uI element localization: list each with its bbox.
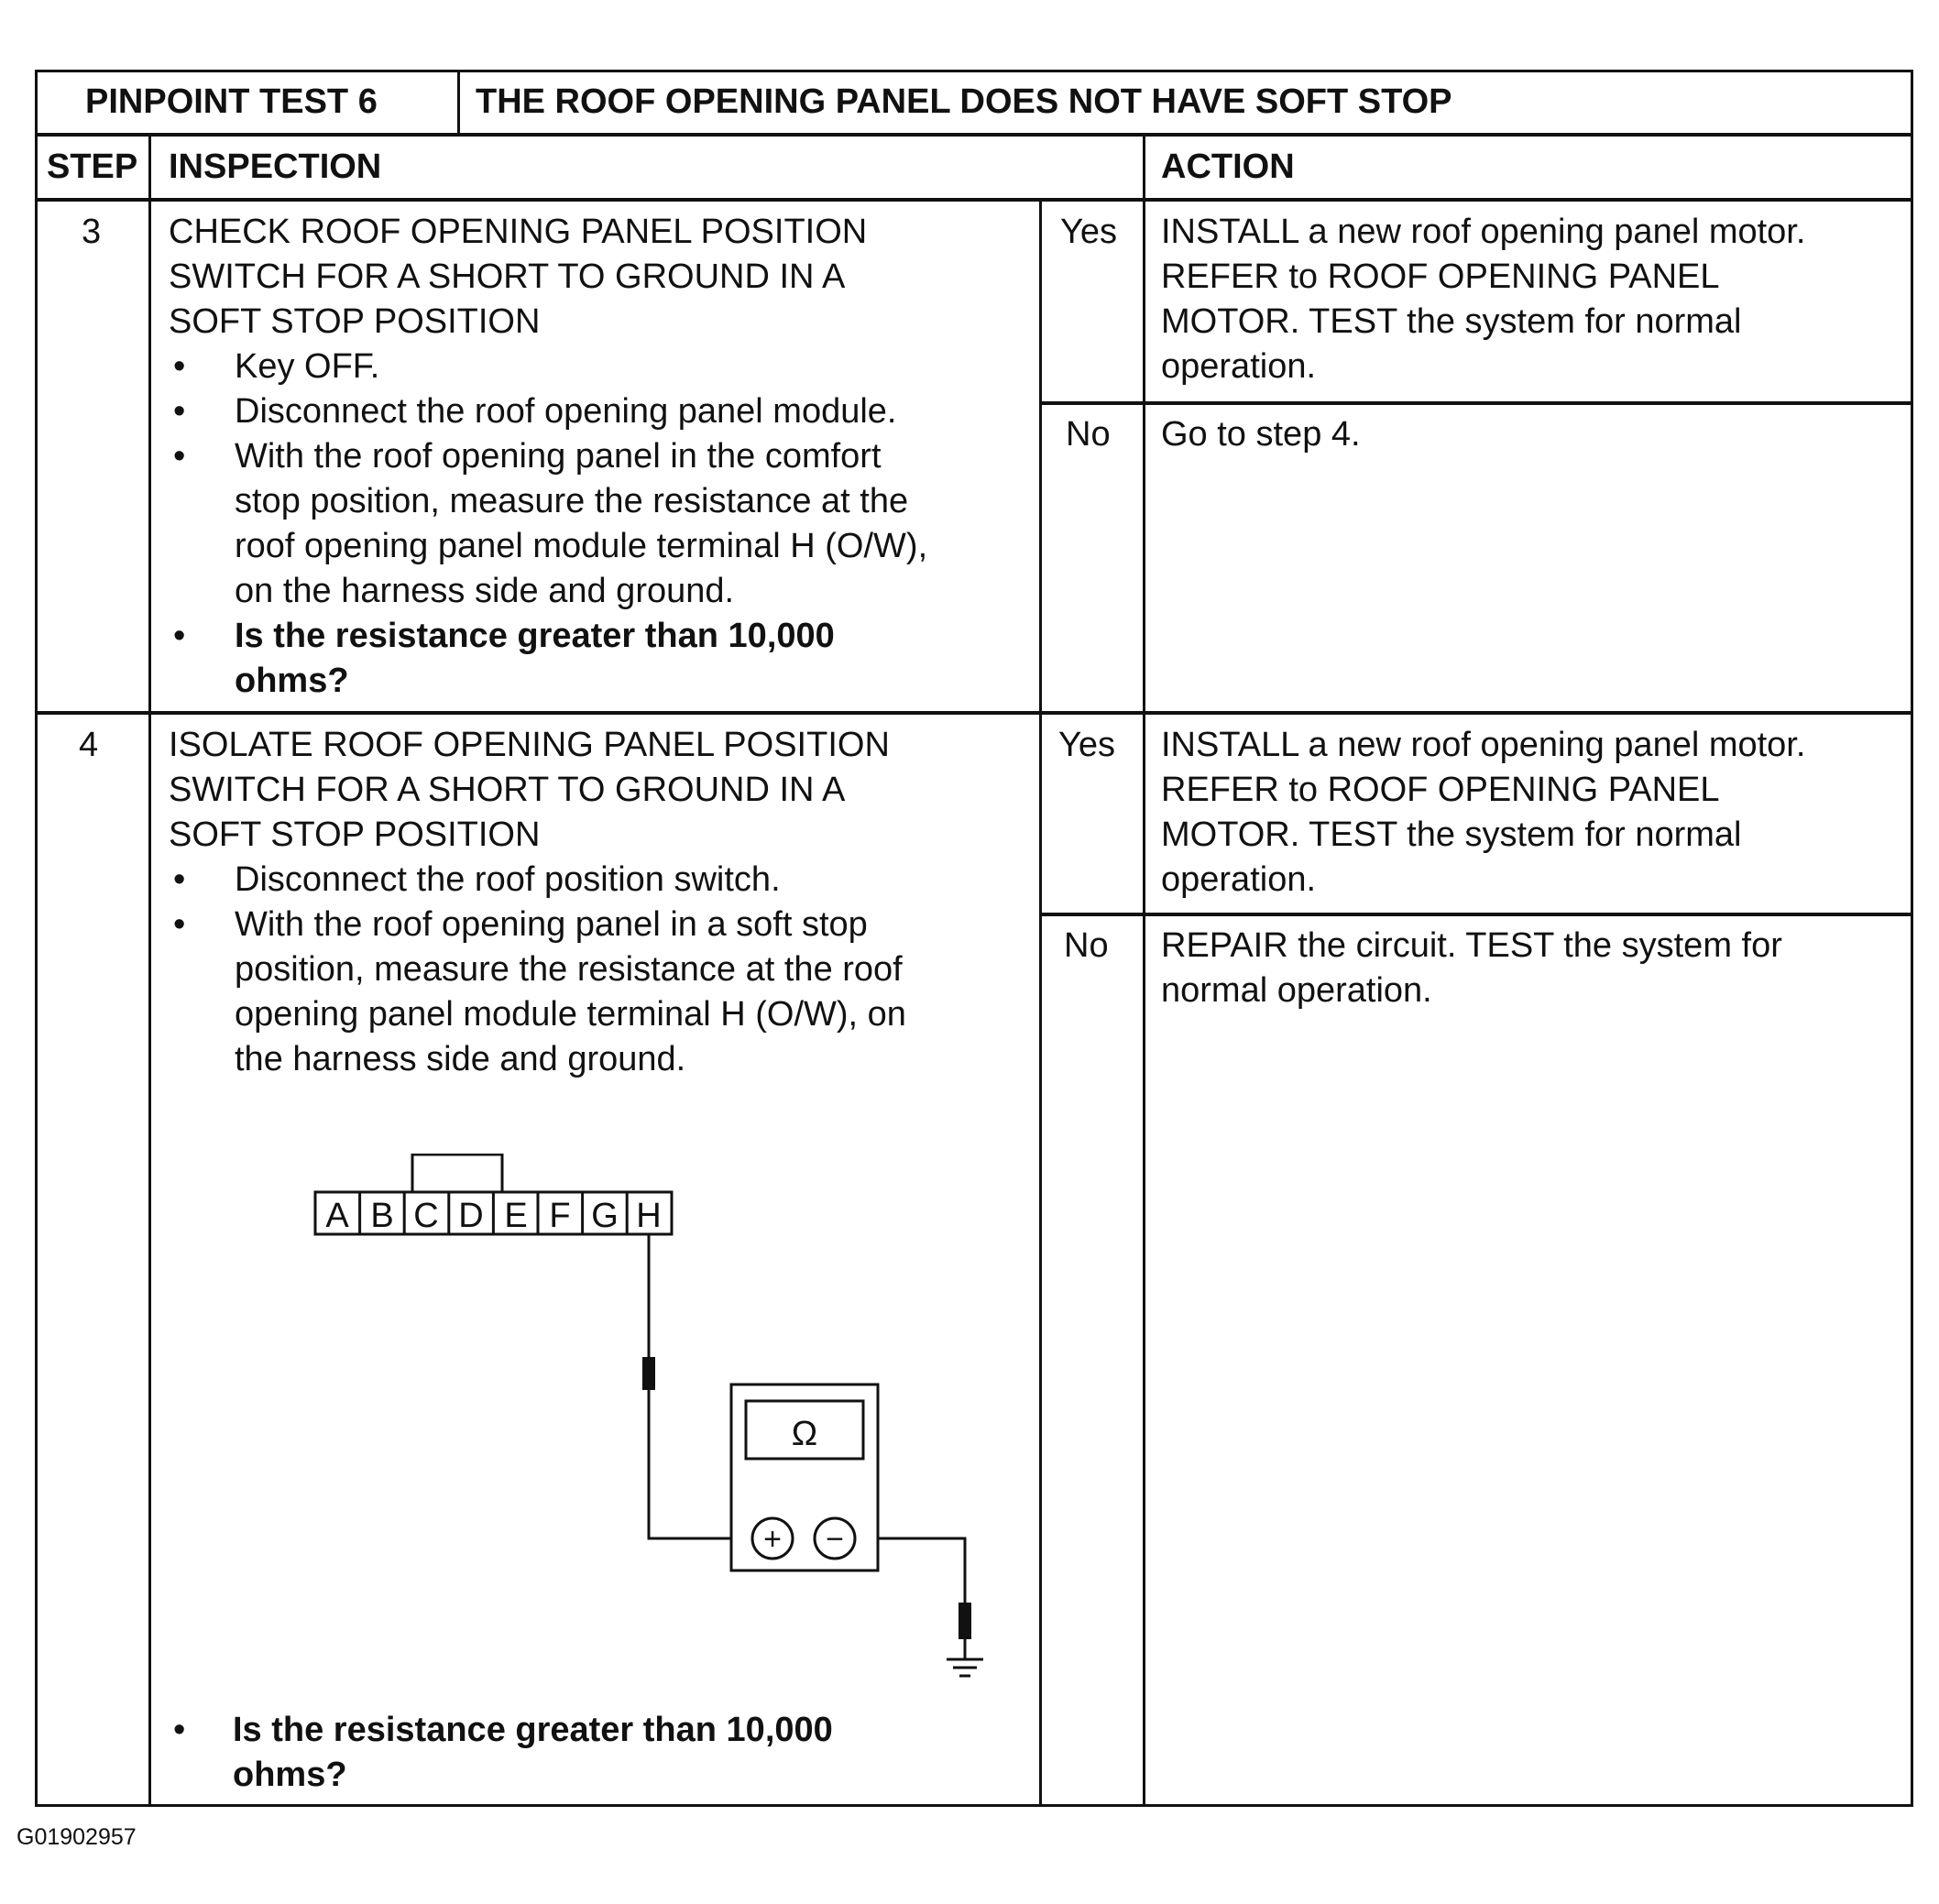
action-text: INSTALL a new roof opening panel motor. (1161, 213, 1806, 251)
step-heading-line: CHECK ROOF OPENING PANEL POSITION (169, 213, 868, 251)
positive-probe-icon (642, 1357, 655, 1390)
bullet-text: Disconnect the roof opening panel module. (235, 392, 897, 431)
step-heading-line: SWITCH FOR A SHORT TO GROUND IN A (169, 771, 846, 809)
plus-sign: + (763, 1522, 782, 1557)
bullet-text: Key OFF. (235, 347, 380, 386)
divider (38, 133, 1911, 137)
connector-pin-label: H (636, 1197, 662, 1235)
connector-pin-label: F (549, 1197, 571, 1235)
divider (1039, 913, 1911, 916)
ohmmeter-wiring-diagram (276, 1154, 1027, 1703)
connector-lock-tab (412, 1154, 502, 1192)
action-text: REFER to ROOF OPENING PANEL (1161, 257, 1720, 296)
column-header-action: ACTION (1161, 148, 1295, 186)
action-text: MOTOR. TEST the system for normal (1161, 302, 1742, 341)
bullet-text: With the roof opening panel in the comfort (235, 437, 882, 476)
bullet-text: on the harness side and ground. (235, 572, 735, 610)
ohm-symbol: Ω (791, 1415, 818, 1453)
ground-icon (947, 1659, 983, 1676)
question-text: ohms? (235, 662, 349, 700)
bullet-icon: • (173, 860, 186, 899)
bullet-text: With the roof opening panel in a soft stop (235, 905, 868, 944)
action-text: REPAIR the circuit. TEST the system for (1161, 926, 1782, 965)
step-number: 4 (79, 726, 99, 764)
pinpoint-test-table (35, 70, 1913, 1807)
yes-label: Yes (1058, 726, 1115, 764)
figure-reference: G01902957 (16, 1824, 137, 1850)
action-text: operation. (1161, 347, 1317, 386)
step-heading-line: SOFT STOP POSITION (169, 302, 541, 341)
connector-pin-label: D (458, 1197, 484, 1235)
divider (148, 133, 151, 1804)
bullet-text: stop position, measure the resistance at the (235, 482, 909, 520)
bullet-icon: • (173, 1711, 186, 1749)
no-label: No (1064, 926, 1109, 965)
bullet-icon: • (173, 392, 186, 431)
test-title: THE ROOF OPENING PANEL DOES NOT HAVE SOFT STOP (476, 82, 1452, 121)
column-header-step: STEP (47, 148, 138, 186)
step-number: 3 (82, 213, 102, 251)
question-text: Is the resistance greater than 10,000 (233, 1711, 833, 1749)
bullet-text: position, measure the resistance at the roof (235, 950, 903, 989)
negative-lead (878, 1538, 965, 1603)
no-label: No (1066, 415, 1111, 454)
negative-probe-icon (959, 1603, 971, 1639)
divider (457, 72, 460, 133)
bullet-text: Disconnect the roof position switch. (235, 860, 781, 899)
bullet-icon: • (173, 347, 186, 386)
connector-pin-label: B (370, 1197, 394, 1235)
connector-pin-label: A (325, 1197, 349, 1235)
minus-sign: − (826, 1522, 844, 1557)
yes-label: Yes (1060, 213, 1117, 251)
step-heading-line: SOFT STOP POSITION (169, 815, 541, 854)
bullet-text: roof opening panel module terminal H (O/W), (235, 527, 928, 565)
test-label: PINPOINT TEST 6 (85, 82, 378, 121)
action-text: MOTOR. TEST the system for normal (1161, 815, 1742, 854)
positive-lead (649, 1390, 731, 1538)
action-text: INSTALL a new roof opening panel motor. (1161, 726, 1806, 764)
bullet-icon: • (173, 905, 186, 944)
column-header-inspection: INSPECTION (169, 148, 382, 186)
question-text: Is the resistance greater than 10,000 (235, 617, 835, 655)
connector-pin-label: C (413, 1197, 439, 1235)
bullet-icon: • (173, 437, 186, 476)
action-text: REFER to ROOF OPENING PANEL (1161, 771, 1720, 809)
action-text: Go to step 4. (1161, 415, 1361, 454)
step-heading-line: ISOLATE ROOF OPENING PANEL POSITION (169, 726, 890, 764)
step-heading-line: SWITCH FOR A SHORT TO GROUND IN A (169, 257, 846, 296)
action-text: operation. (1161, 860, 1317, 899)
divider (38, 711, 1911, 715)
bullet-text: the harness side and ground. (235, 1040, 686, 1078)
bullet-icon: • (173, 617, 186, 655)
action-text: normal operation. (1161, 971, 1432, 1010)
bullet-text: opening panel module terminal H (O/W), on (235, 995, 906, 1034)
divider (1039, 198, 1042, 1804)
connector-pin-label: E (504, 1197, 528, 1235)
divider (38, 198, 1911, 202)
divider (1039, 401, 1911, 405)
question-text: ohms? (233, 1756, 347, 1794)
connector-pin-label: G (591, 1197, 619, 1235)
divider (1143, 133, 1145, 1804)
